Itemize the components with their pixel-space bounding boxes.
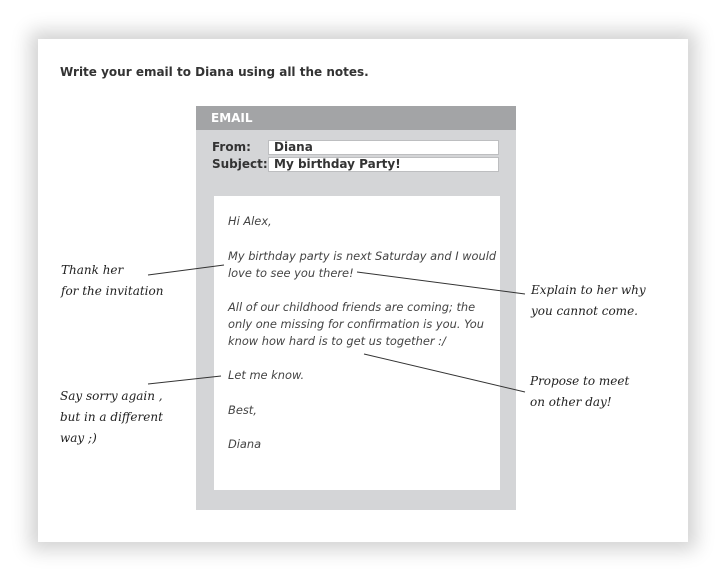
subject-field: My birthday Party!	[268, 157, 499, 172]
subject-label: Subject:	[212, 157, 268, 171]
note-sorry	[60, 386, 163, 449]
signature-line: Diana	[228, 437, 262, 451]
note-explain-line1: Explain to her why	[531, 283, 646, 297]
note-thank-line1: Thank her	[61, 263, 124, 277]
note-propose-line1: Propose to meet	[530, 374, 630, 388]
note-thank	[61, 260, 163, 302]
instruction-text: Write your email to Diana using all the notes.	[60, 65, 369, 79]
sorry-pointer-line	[148, 376, 221, 384]
greeting-line: Hi Alex,	[228, 214, 272, 228]
from-field: Diana	[268, 140, 499, 155]
paragraph3-line: Let me know.	[228, 368, 305, 382]
propose-pointer-line	[364, 354, 525, 392]
email-header-title: EMAIL	[211, 111, 253, 125]
paragraph1-line2: love to see you there!	[228, 266, 354, 280]
closing-line: Best,	[228, 403, 257, 417]
paragraph2-line2: only one missing for confirmation is you. You	[228, 317, 484, 331]
paragraph2-line1: All of our childhood friends are coming; the	[228, 300, 476, 314]
explain-pointer-line	[357, 272, 525, 294]
paragraph1-line1: My birthday party is next Saturday and I would	[228, 249, 497, 263]
note-sorry-line2: but in a different	[60, 410, 163, 424]
note-sorry-line3: way ;)	[60, 431, 97, 445]
note-propose	[530, 371, 629, 413]
from-label: From:	[212, 140, 251, 154]
note-propose-line2: on other day!	[530, 395, 612, 409]
note-sorry-line1: Say sorry again ,	[60, 389, 163, 403]
note-explain-line2: you cannot come.	[531, 304, 638, 318]
note-explain	[531, 280, 646, 322]
paragraph2-line3: know how hard is to get us together :/	[228, 334, 446, 348]
note-thank-line2: for the invitation	[61, 284, 164, 298]
